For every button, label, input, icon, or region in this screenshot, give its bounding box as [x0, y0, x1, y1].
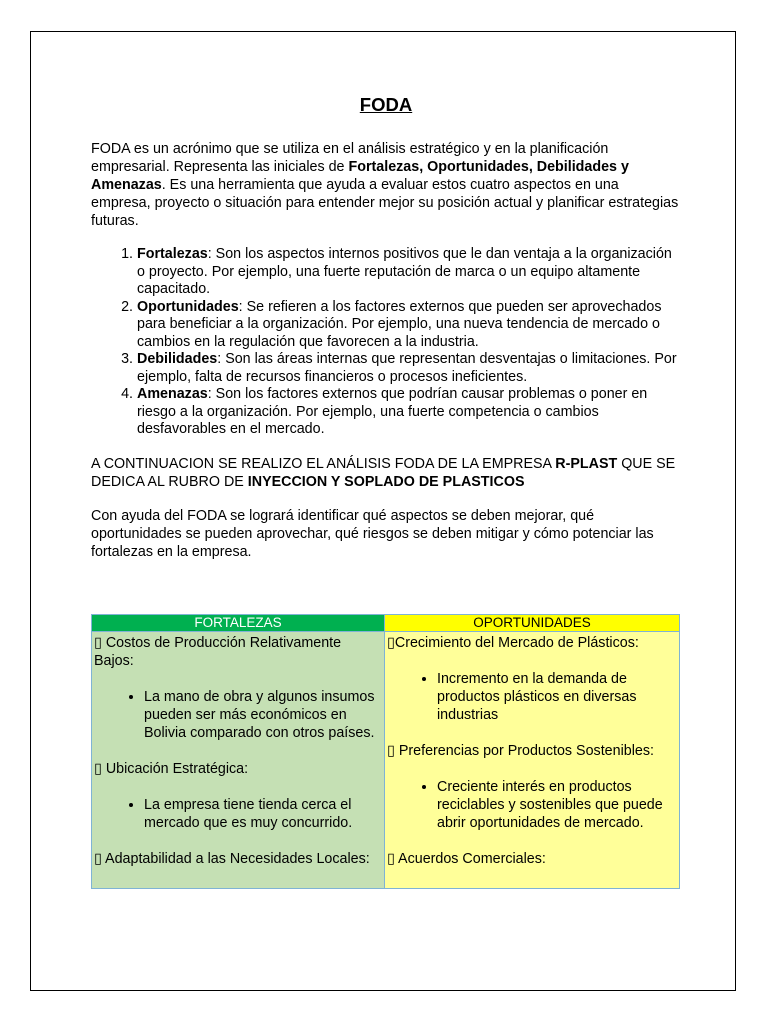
item-text: : Son los aspectos internos positivos que le dan ventaja a la organización o proyecto. Por ejemplo, una fuerte reputación de marca o un equipo altamente capacitado.	[137, 246, 672, 297]
list-item-oportunidades	[137, 299, 681, 352]
item-term: Amenazas	[137, 386, 208, 402]
analysis-text-2: QUE SE DEDICA AL RUBRO DE	[91, 455, 676, 490]
list-item: • Creciente interés en productos reciclables y sostenibles que puede abrir oportunidades de mercado.	[437, 778, 677, 832]
opportunity-list	[387, 670, 677, 724]
list-item-debilidades	[137, 351, 681, 386]
list-item: • La empresa tiene tienda cerca el mercado que es muy concurrido.	[144, 796, 382, 832]
strength-list	[94, 688, 382, 742]
item-term: Fortalezas	[137, 246, 208, 262]
opportunities-header: OPORTUNIDADES	[385, 615, 680, 632]
item-text: : Son las áreas internas que representan desventajas o limitaciones. Por ejemplo, falta de recursos financieros o procesos ineficientes.	[137, 351, 677, 385]
document-page	[30, 31, 736, 991]
strengths-cell	[92, 632, 385, 889]
item-text: : Son los factores externos que podrían causar problemas o poner en riesgo a la organización. Por ejemplo, una fuerte competencia o cambios desfavorables en el mercado.	[137, 386, 648, 437]
help-paragraph: Con ayuda del FODA se logrará identificar qué aspectos se deben mejorar, qué oportunidades se pueden aprovechar, qué riesgos se deben mitigar y cómo potenciar las fortalezas en la empresa.	[91, 507, 654, 560]
strength-heading-costs: ▯ Costos de Producción Relativamente Bajos:	[94, 635, 342, 669]
strengths-header: FORTALEZAS	[92, 615, 385, 632]
foda-definitions-list	[91, 246, 681, 439]
intro-paragraph	[91, 140, 681, 230]
page-title: FODA	[359, 94, 413, 115]
business-line: INYECCION Y SOPLADO DE PLASTICOS	[247, 473, 525, 490]
company-name: R-PLAST	[555, 455, 618, 472]
intro-bold: Fortalezas, Oportunidades, Debilidades y Amenazas	[91, 159, 629, 193]
opportunity-list	[387, 778, 677, 832]
list-item: • La mano de obra y algunos insumos pueden ser más económicos en Bolivia comparado con otros países.	[144, 688, 382, 742]
opportunities-cell	[385, 632, 680, 889]
opportunity-heading-sustainable: ▯ Preferencias por Productos Sostenibles:	[387, 743, 654, 759]
strength-heading-location: ▯ Ubicación Estratégica:	[94, 761, 249, 777]
item-text: : Se refieren a los factores externos que pueden ser aprovechados para beneficiar a la organización. Por ejemplo, una nueva tendencia de mercado o cambios en la regulación que favorecen a la industria.	[137, 298, 662, 350]
document-body	[91, 92, 681, 561]
strength-list	[94, 796, 382, 832]
list-item-amenazas	[137, 386, 681, 439]
list-item: • Incremento en la demanda de productos plásticos en diversas industrias	[437, 670, 677, 724]
intro-text-2: . Es una herramienta que ayuda a evaluar estos cuatro aspectos en una empresa, proyecto o situación para entender mejor su posición actual y planificar estrategias futuras.	[91, 177, 679, 229]
intro-text-1: FODA es un acrónimo que se utiliza en el análisis estratégico y en la planificación empresarial. Representa las iniciales de	[91, 141, 609, 175]
analysis-paragraph	[91, 455, 681, 491]
list-item-fortalezas	[137, 246, 681, 299]
strength-heading-adaptability: ▯ Adaptabilidad a las Necesidades Locales:	[94, 851, 370, 867]
opportunity-heading-agreements: ▯ Acuerdos Comerciales:	[387, 851, 546, 867]
swot-table	[91, 614, 680, 889]
analysis-text-1: A CONTINUACION SE REALIZO EL ANÁLISIS FODA DE LA EMPRESA	[91, 455, 556, 472]
opportunity-heading-growth: ▯Crecimiento del Mercado de Plásticos:	[387, 635, 639, 651]
item-term: Oportunidades	[137, 298, 239, 315]
item-term: Debilidades	[137, 351, 218, 367]
